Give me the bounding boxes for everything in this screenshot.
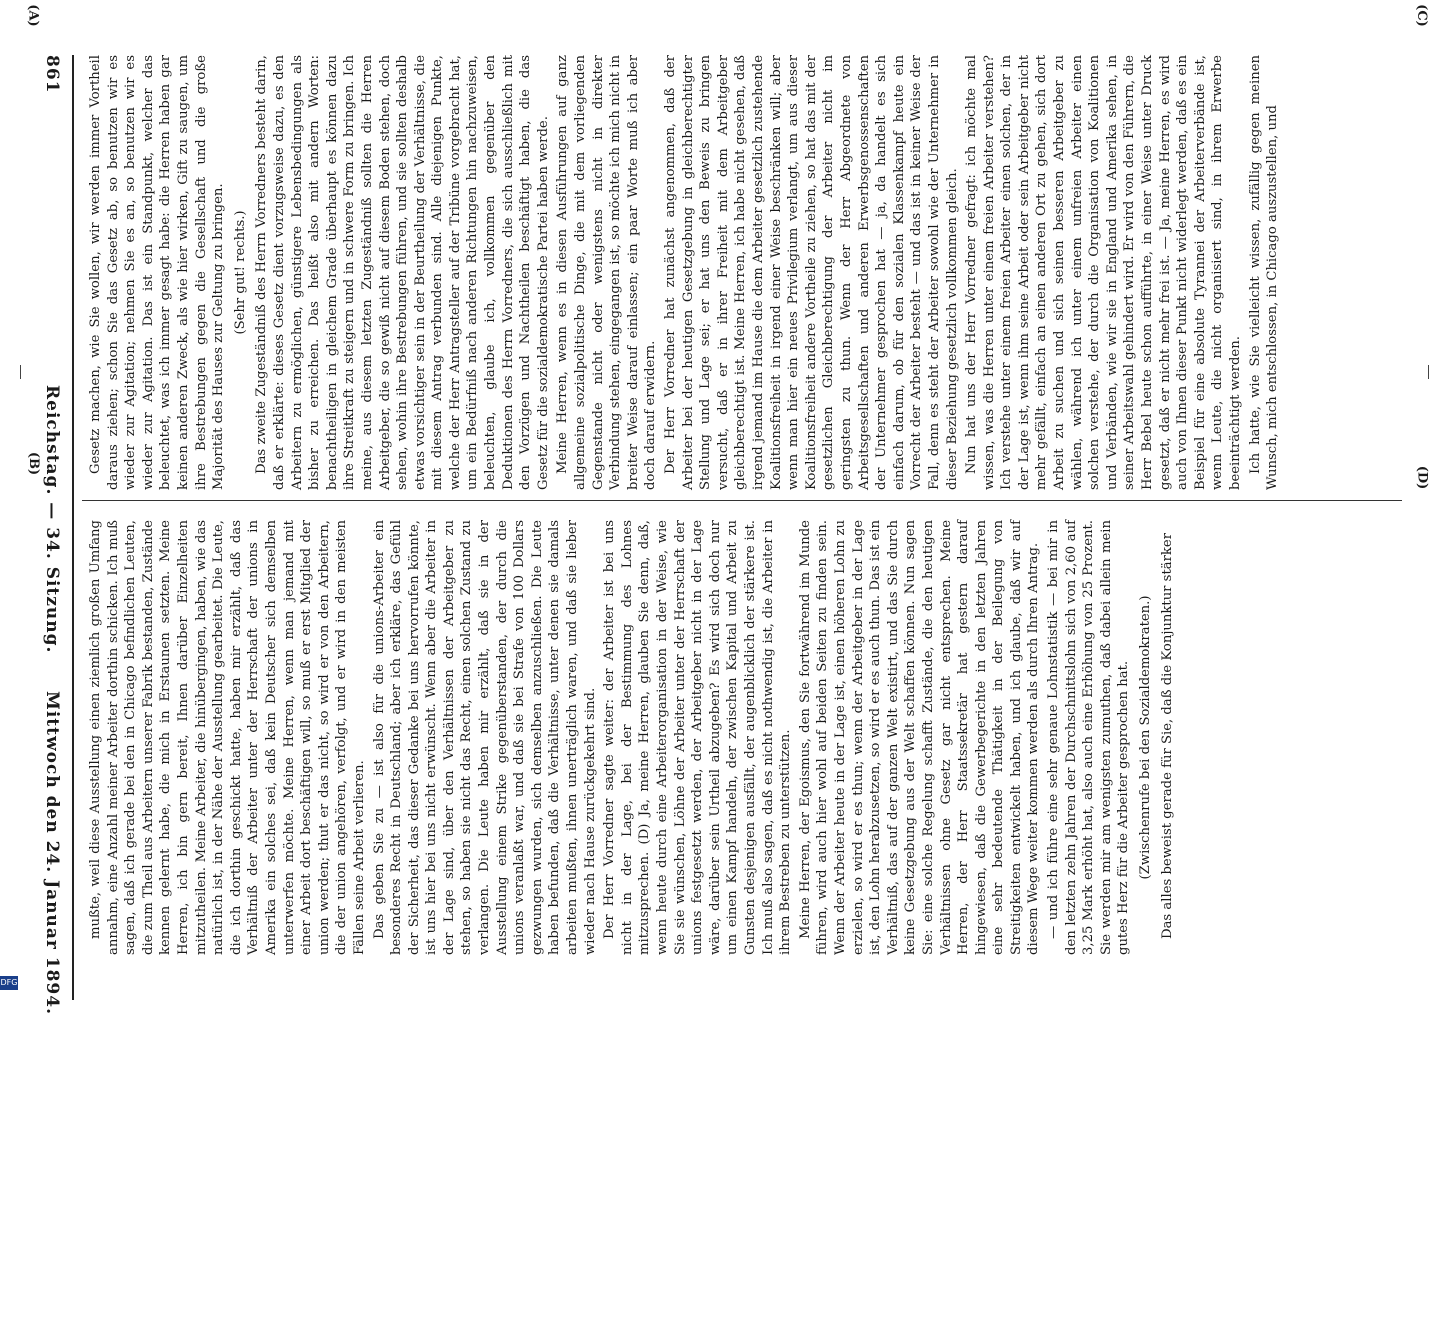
interjection: (Zwischenrufe bei den Sozialdemokraten.) [1138,595,1154,880]
paragraph: Der Herr Vorredner sagte weiter: der Arbeiter ist bei uns nicht in der Lage, bei der Bestimmung des Lohnes mitzusprechen. (D) Ja, meine Herren, glauben Sie denn, daß, wenn heute durch eine Arbeiterorganisation in der Weise, wie Sie sie wünschen, Löhne der Arbeiter unter der Herrschaft der unions festgesetzt werden, der Arbeitgeber nicht in der Lage wäre, darüber sein Urtheil abzugeben? Es wird sich doch nur um einen Kampf handeln, der zwischen Kapital und Arbeit zu Gunsten desjenigen ausfällt, der augenblicklich der stärkere ist. Ich muß also sagen, daß es nicht nothwendig ist, die Arbeiter in ihrem Bestreben zu unterstützen. [602,520,794,955]
paragraph: Meine Herren, wenn es in diesen Ausführungen auf ganz allgemeine sozialpolitische Dinge, die mit dem vorliegenden Gegenstande nicht oder wenigstens nicht in direkter Verbindung stehen, eingegangen ist, so möchte ich mich nicht in breiter Weise darauf einlassen; ein paar Worte muß ich aber doch darauf erwidern. [555,55,659,490]
paragraph: Das geben Sie zu — ist also für die unions-Arbeiter ein besonderes Recht in Deutschland; aber ich erkläre, das Gefühl der Sicherheit, das dieser Gedanke bei uns hervorrufen könnte, ist uns hier bei uns nicht erwünscht. Wenn aber die Arbeiter in der Lage sind, über den Verhältnissen der Arbeitgeber zu stehen, so haben sie nicht das Recht, einen solchen Zustand zu verlangen. Die Leute haben mir erzählt, daß sie in der Ausstellung einem Strike gegenüberstanden, der durch die unions veranlaßt war, und daß sie bei Strafe von 100 Dollars gezwungen wurden, sich demselben anzuschließen. Die Leute haben befunden, daß die Verhältnisse, unter denen sie damals arbeiten mußten, ihnen unerträglich waren, und daß sie lieber wieder nach Hause zurückgekehrt sind. [371,520,598,955]
margin-marker-c: (C) [1413,4,1429,27]
dfg-logo-text: DFG [0,978,18,987]
header-rule [72,55,74,1000]
page-number: 861 [42,55,62,94]
paragraph: Gesetz machen, wie Sie wollen, wir werden immer Vortheil daraus ziehen; schon Sie das Gesetz ab, so benutzen wir es wieder zur Agitation; nehmen Sie es an, so benutzen wir es wieder zur Agitation. Das ist ein Standpunkt, welcher das beleuchtet, was ich immer gesagt habe: die Herren haben gar keinen anderen Zweck, als wie hier wirken, Gift zu saugen, um ihre Bestrebungen gegen die Gesellschaft und die große Majorität des Hauses zur Geltung zu bringen. [88,55,227,490]
right-column [87,520,1392,955]
left-column [87,55,1392,490]
paragraph: Nun hat uns der Herr Vorredner gefragt: ich möchte mal wissen, was die Herren unter einem freien Arbeiter verstehen? Ich verstehe unter einem freien Arbeiter einen solchen, der in der Lage ist, wenn ihm seine Arbeit oder sein Arbeitgeber nicht mehr gefällt, einfach an einen anderen Ort zu gehen, sich dort Arbeit zu suchen und sich seinen besseren Arbeitgeber zu wählen, während ich unter einem unfreien Arbeiter einen solchen verstehe, der durch die Organisation von Koalitionen und Verbänden, wie wir sie in England und Amerika sehen, in seiner Arbeitswahl gehindert wird. Er wird von den Führern, die Herr Bebel heute schon aufführte, in einer Weise unter Druck gesetzt, daß er nicht mehr frei ist. — Ja, meine Herren, es wird auch von Ihnen dieser Punkt nicht widerlegt werden, daß es ein Beispiel für eine absolute Tyrannei der Arbeiterverbände ist, wenn Leute, die nicht organisiert sind, in ihrem Erwerbe beeinträchtigt werden. [964,55,1243,490]
paragraph: Das alles beweist gerade für Sie, daß die Konjunktur stärker [1159,532,1175,939]
margin-marker-a: (A) [25,4,41,27]
paragraph: mußte, weil diese Ausstellung einen ziemlich großen Umfang annahm, eine Anzahl meiner Arbeiter dorthin schicken. Ich muß sagen, daß ich gerade bei den in Chicago befindlichen Leuten, die zum Theil aus Arbeitern unserer Fabrik bestanden, Zustände kennen gelernt habe, die mich in Erstaunen setzten. Meine Herren, ich bin gern bereit, Ihnen darüber Einzelheiten mitzutheilen. Meine Arbeiter, die hinübergingen, haben, wie das natürlich ist, in der Nähe der Ausstellung gearbeitet. Die Leute, die ich dorthin geschickt hatte, haben mir erzählt, daß das Verhältniß der Arbeiter unter der Herrschaft der unions in Amerika ein solches sei, daß kein Deutscher sich demselben unterwerfen möchte. Meine Herren, wenn man jemand mit einer Arbeit dort beschäftigen will, so muß er erst Mitglied der union werden; thut er das nicht, so wird er von den Arbeitern, die der union angehören, verfolgt, und er wird in den meisten Fällen seine Arbeit verlieren. [88,520,367,955]
paragraph: Der Herr Vorredner hat zunächst angenommen, daß der Arbeiter bei der heutigen Gesetzgebung in gleichberechtigter Stellung und Lage sei; er hat uns den Beweis zu bringen versucht, daß er in ihrer Freiheit mit dem Arbeitgeber gleichberechtigt ist. Meine Herren, ich habe nicht gesehen, daß irgend jemand im Hause die dem Arbeiter gesetzlich zustehende Koalitionsfreiheit in irgend einer Weise beschränken will; aber wenn man hier ein neues Privilegium verlangt, um aus dieser Koalitionsfreiheit andere Vortheile zu ziehen, so hat das mit der gesetzlichen Gleichberechtigung der Arbeiter nicht im geringsten zu thun. Wenn der Herr Abgeordnete von Arbeitsgesellschaften und anderen Erwerbsgenossenschaften der Unternehmer gesprochen hat — ja, da handelt es sich einfach darum, ob für den sozialen Klassenkampf heute ein Vorrecht der Arbeiter besteht — und das ist in keiner Weise der Fall, denn es steht der Arbeiter sowohl wie der Unternehmer in dieser Beziehung gesetzlich vollkommen gleich. [663,55,960,490]
paragraph: Ich hatte, wie Sie vielleicht wissen, zufällig gegen meinen Wunsch, mich entschlossen, in Chicago auszustellen, und [1247,55,1281,490]
margin-tick [20,365,21,379]
column-divider [82,500,1402,501]
paragraph: — und ich führe eine sehr genaue Lohnstatistik — bei mir in den letzten zehn Jahren der Durchschnittslohn sich von 2,60 auf 3,25 Mark erhöht hat, also auch eine Erhöhung von 25 Prozent. Sie werden mir am wenigsten zumuthen, daß dabei allein mein gutes Herz für die Arbeiter gesprochen hat. [1046,520,1132,955]
paragraph: Das zweite Zugeständniß des Herrn Vorredners besteht darin, daß er erklärte: dieses Gesetz dient vorzugsweise dazu, es den Arbeitern zu ermöglichen, günstigere Lebensbedingungen als bisher zu erreichen. Das heißt also mit andern Worten: benachtheiligen in gleichem Grade überhaupt es können dazu ihre Streitkraft zu steigern und in schwere Form zu bringen. Ich meine, aus diesem letzten Zugeständniß sollten die Herren Arbeitgeber, die so gewiß nicht auf diesem Boden stehen, doch sehen, wohin ihre Bestrebungen führen, und sie sollten deshalb etwas vorsichtiger sein in der Beurtheilung der Verhältnisse, die mit diesem Antrag verbunden sind. Alle diejenigen Punkte, welche der Herr Antragsteller auf der Tribüne vorgebracht hat, um ein Bedürfniß nach anderen Richtungen hin nachzuweisen, beleuchten, glaube ich, vollkommen gegenüber den Deduktionen des Herrn Vorredners, die sich ausschließlich mit den Vorzügen und Nachtheilen beschäftigt haben, die das Gesetz für die sozialdemokratische Partei haben werde. [254,55,551,490]
dfg-logo-icon [0,976,18,990]
page-date: Mittwoch den 24. Januar 1894. [42,691,62,1015]
page-header [22,55,62,1015]
margin-marker-b: (B) [26,451,42,476]
margin-marker-d: (D) [1414,465,1430,490]
paragraph: Meine Herren, der Egoismus, den Sie fortwährend im Munde führen, wird auch hier wohl auf beiden Seiten zu finden sein. Wenn der Arbeiter heute in der Lage ist, einen höheren Lohn zu erzielen, so wird er es thun; wenn der Arbeitgeber in der Lage ist, den Lohn herabzusetzen, so wird er es auch thun. Das ist ein Verhältniß, das auf der ganzen Welt existirt, und das Sie durch keine Gesetzgebung aus der Welt schaffen können. Nun sagen Sie: eine solche Regelung schafft Zustände, die den heutigen Verhältnissen ohne Gesetz gar nicht entsprechen. Meine Herren, der Herr Staatssekretär hat gestern darauf hingewiesen, daß die Gewerbegerichte in den letzten Jahren eine sehr bedeutende Thätigkeit in der Beilegung von Streitigkeiten entwickelt haben, und ich glaube, daß wir auf diesem Wege weiter kommen werden als durch Ihren Antrag. [797,520,1042,955]
interjection: (Sehr gut! rechts.) [232,210,248,335]
page-title: Reichstag. — 34. Sitzung. [42,385,62,654]
margin-tick [1428,365,1429,379]
